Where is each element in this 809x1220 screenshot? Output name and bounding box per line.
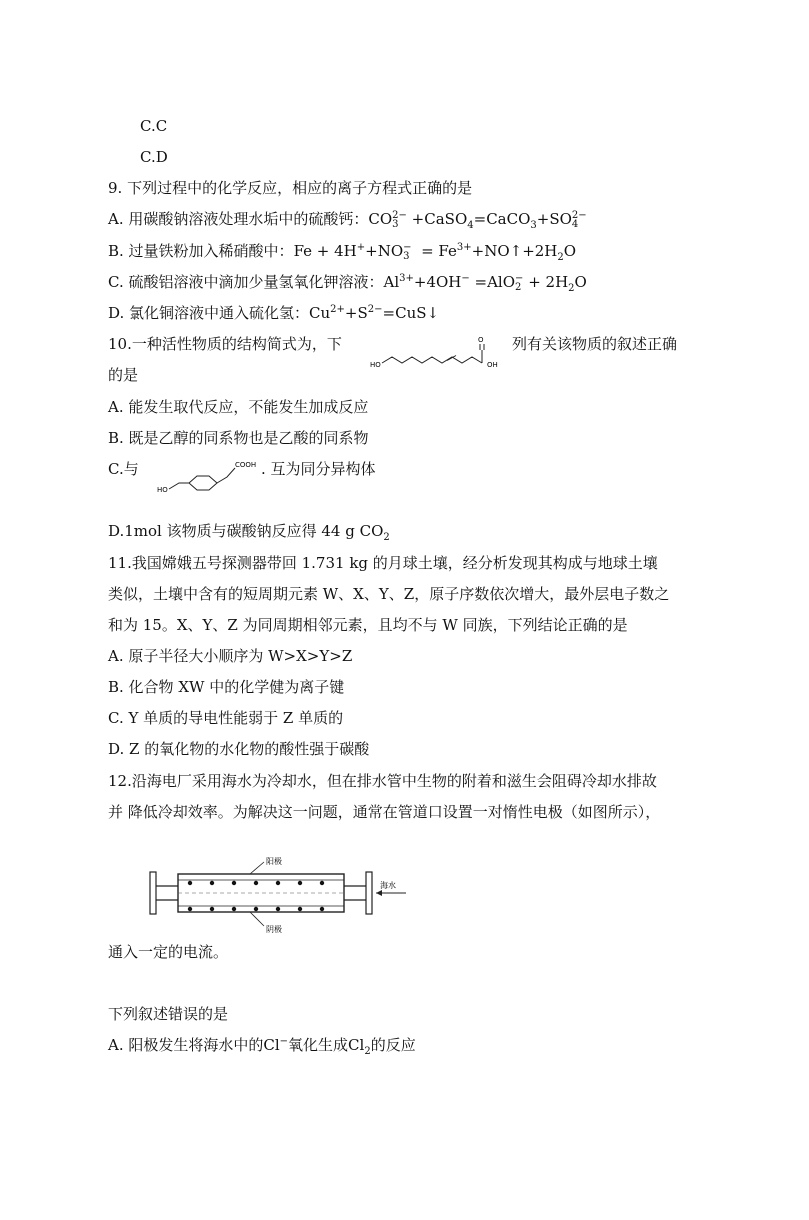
q10-option-c-prefix: C.与 xyxy=(108,460,139,478)
q12-stem-line4: 下列叙述错误的是 xyxy=(108,1005,229,1023)
q9-option-d xyxy=(108,302,439,324)
q11-stem-line3: 和为 15。X、Y、Z 为同周期相邻元素，且均不与 W 同族，下列结论正确的是 xyxy=(108,616,628,634)
q10-option-c-suffix: . 互为同分异构体 xyxy=(261,460,376,478)
q12-stem-line1: 12.沿海电厂采用海水为冷却水，但在排水管中生物的附着和滋生会阻碍冷却水排故 xyxy=(108,772,657,790)
q9-b-equation: Fe + 4H++NO − 3 = $Fe^{3+}+NO↑+2H_2O$ xyxy=(293,242,577,263)
mol-ho-label: HO xyxy=(370,361,381,369)
q11-option-c: C. Y 单质的导电性能弱于 Z 单质的 xyxy=(108,709,344,727)
q11-option-a: A. 原子半径大小顺序为 W>X>Y>Z xyxy=(108,647,353,665)
q12-stem-line2: 并 降低冷却效率。为解决这一问题，通常在管道口设置一对惰性电极（如图所示）， xyxy=(108,803,661,821)
q10-option-a: A. 能发生取代反应，不能发生加成反应 xyxy=(108,398,369,416)
q10-structure-image xyxy=(370,330,506,370)
q9-option-b xyxy=(108,240,576,262)
q12-stem-line3: 通入一定的电流。 xyxy=(108,943,229,961)
seawater-label: 海水 xyxy=(380,881,396,890)
q12-option-a: A. 阳极发生将海水中的Cl−氧化生成$Cl_2$的反应 xyxy=(108,1036,416,1057)
cathode-label: 阴极 xyxy=(266,925,282,934)
c-mol-cooh-label: COOH xyxy=(235,461,257,469)
mol-oh-label: OH xyxy=(487,361,498,369)
q9-c-equation: $Al^{3+}+4OH^- =AlO$ − 2 + $2H_2O$ xyxy=(383,273,587,294)
q9-c-text: C. 硫酸铝溶液中滴加少量氢氧化钾溶液： xyxy=(108,273,384,291)
q11-option-b: B. 化合物 XW 中的化学健为离子键 xyxy=(108,678,345,696)
q10-option-d: D.1mol 该物质与碳酸钠反应得 44 g $CO_2$ xyxy=(108,522,390,543)
q10-option-b: B. 既是乙醇的同系物也是乙酸的同系物 xyxy=(108,429,369,447)
c-mol-ho-label: HO xyxy=(157,486,168,494)
q11-option-d: D. Z 的氧化物的水化物的酸性强于碳酸 xyxy=(108,740,370,758)
q11-stem-line1: 11.我国嫦娥五号探测器带回 1.731 kg 的月球土壤，经分析发现其构成与地球土壤 xyxy=(108,554,658,572)
q9-option-a xyxy=(108,208,587,230)
electrode-pipe-diagram xyxy=(130,852,410,936)
q10-stem-part2: 列有关该物质的叙述正确 xyxy=(512,335,678,353)
anode-label: 阳极 xyxy=(266,857,282,866)
q9-option-c xyxy=(108,271,587,293)
q10-stem-part1: 10.一种活性物质的结构简式为，下 xyxy=(108,335,342,353)
q8-option-d: C.D xyxy=(140,148,168,166)
q8-option-c: C.C xyxy=(140,117,168,135)
q9-stem: 9. 下列过程中的化学反应，相应的离子方程式正确的是 xyxy=(108,179,473,197)
q9-b-text: B. 过量铁粉加入稀硝酸中： xyxy=(108,242,294,260)
q9-d-text: D. 氯化铜溶液中通入硫化氢： xyxy=(108,304,310,322)
q10-option-c-structure xyxy=(155,456,267,496)
q9-d-equation: $Cu^{2+}+S^{2-}=CuS↓$ xyxy=(309,304,440,322)
q11-stem-line2: 类似，土壤中含有的短周期元素 W、X、Y、Z，原子序数依次增大，最外层电子数之 xyxy=(108,585,670,603)
q9-a-equation: CO 2− 3 +CaSO$_4$=CaCO$_3$+SO 2− 4 xyxy=(368,210,587,231)
q9-a-text: A. 用碳酸钠溶液处理水垢中的硫酸钙： xyxy=(108,210,369,228)
mol-o-label: O xyxy=(478,336,484,344)
q10-stem-line2: 的是 xyxy=(108,366,139,384)
